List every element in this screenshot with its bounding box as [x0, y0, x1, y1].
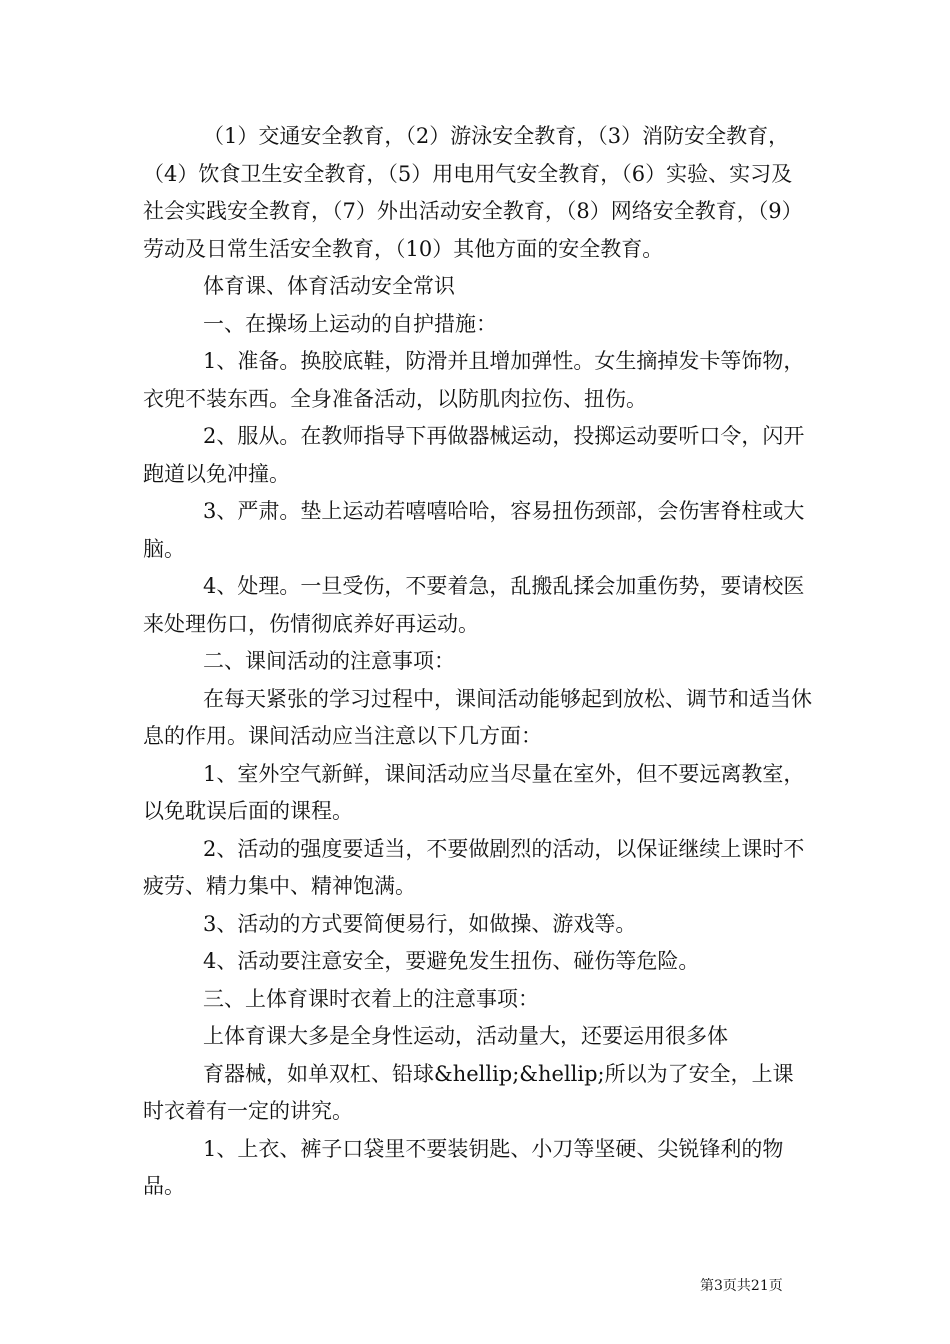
paragraph-prepare: 1、准备。换胶底鞋，防滑并且增加弹性。女生摘掉发卡等饰物，衣兜不装东西。全身准备活动，以防肌肉拉伤、扭伤。 — [143, 349, 805, 411]
paragraph-recess-method: 3、活动的方式要简便易行，如做操、游戏等。 — [203, 911, 637, 936]
paragraph-pockets: 1、上衣、裤子口袋里不要装钥匙、小刀等坚硬、尖锐锋利的物品。 — [143, 1136, 784, 1198]
paragraph-pe-clothing-intro-2: 育器械，如单双杠、铅球&hellip;&hellip;所以为了安全，上课时衣着有一定的讲究。 — [143, 1061, 794, 1123]
paragraph-recess-outdoor: 1、室外空气新鲜，课间活动应当尽量在室外，但不要远离教室，以免耽误后面的课程。 — [143, 761, 805, 823]
paragraph-handle-injury: 4、处理。一旦受伤，不要着急，乱搬乱揉会加重伤势，要请校医来处理伤口，伤情彻底养好再运动。 — [143, 574, 805, 636]
paragraph-recess-safety: 4、活动要注意安全，要避免发生扭伤、碰伤等危险。 — [203, 949, 700, 973]
heading-pe-clothing: 三、上体育课时衣着上的注意事项： — [203, 986, 539, 1011]
heading-playground-self-protection: 一、在操场上运动的自护措施： — [203, 311, 497, 336]
paragraph-recess-intro: 在每天紧张的学习过程中，课间活动能够起到放松、调节和适当休息的作用。课间活动应当注意以下几方面： — [143, 686, 812, 748]
paragraph-obey: 2、服从。在教师指导下再做器械运动，投掷运动要听口令，闪开跑道以免冲撞。 — [143, 424, 805, 486]
paragraph-safety-list: （1）交通安全教育，（2）游泳安全教育，（3）消防安全教育，（4）饮食卫生安全教育，（5）用电用气安全教育，（6）实验、实习及社会实践安全教育，（7）外出活动安全教育，（8）网络安全教育，（9）劳动及日常生活安全教育，（10）其他方面的安全教育。 — [143, 124, 803, 261]
section-title-pe-safety: 体育课、体育活动安全常识 — [203, 274, 455, 298]
page-number-footer: 第3页共21页 — [700, 1278, 783, 1294]
paragraph-recess-intensity: 2、活动的强度要适当，不要做剧烈的活动，以保证继续上课时不疲劳、精力集中、精神饱满。 — [143, 836, 805, 898]
paragraph-pe-clothing-intro-1: 上体育课大多是全身性运动，活动量大，还要运用很多体 — [203, 1024, 728, 1048]
paragraph-serious: 3、严肃。垫上运动若嘻嘻哈哈，容易扭伤颈部，会伤害脊柱或大脑。 — [143, 499, 805, 561]
document-body — [143, 118, 813, 1206]
heading-recess-notes: 二、课间活动的注意事项： — [203, 649, 455, 673]
